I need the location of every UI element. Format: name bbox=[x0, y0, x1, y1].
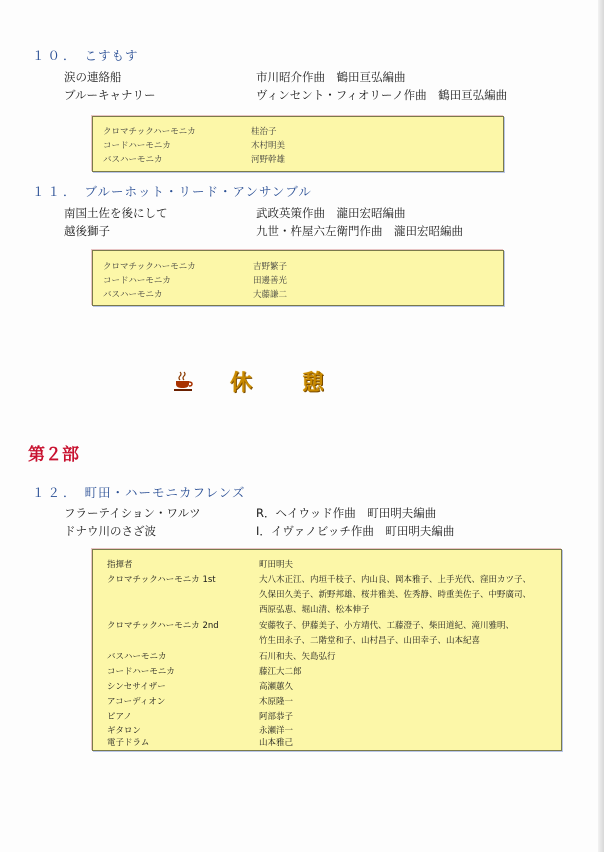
part-2-title: 第２部 bbox=[28, 445, 79, 465]
section-title: こすもす bbox=[84, 48, 139, 63]
coffee-cup-icon bbox=[172, 370, 194, 392]
member-names: 河野幹雄 bbox=[251, 155, 286, 165]
member-names: 久保田久美子、新野邦雄、桜井雅美、佐秀静、時重美佐子、中野廣司、 bbox=[259, 590, 532, 600]
member-part: バスハーモニカ bbox=[103, 290, 163, 300]
member-names: 桂治子 bbox=[251, 127, 277, 137]
member-part: コードハーモニカ bbox=[103, 276, 171, 286]
piece-credit: 市川昭介作曲 鶴田亘弘編曲 bbox=[256, 70, 406, 84]
member-names: 永瀬洋一 bbox=[259, 726, 294, 736]
member-part: コードハーモニカ bbox=[107, 667, 175, 677]
members-box bbox=[92, 549, 562, 751]
member-names: 安藤牧子、伊藤美子、小方靖代、工藤澄子、柴田道紀、滝川雅明、 bbox=[259, 621, 515, 631]
member-row bbox=[93, 274, 503, 288]
piece-credit: ヴィンセント・フィオリーノ作曲 鶴田亘弘編曲 bbox=[256, 88, 508, 102]
piece-credit: R．ヘイウッド作曲 町田明夫編曲 bbox=[256, 506, 437, 520]
section-number: １２． bbox=[32, 485, 79, 500]
member-part: ギタロン bbox=[107, 726, 141, 736]
member-part: アコーディオン bbox=[107, 697, 166, 707]
piece-title: ドナウ川のさざ波 bbox=[64, 524, 156, 538]
member-part: ピアノ bbox=[107, 712, 132, 722]
member-names: 吉野繁子 bbox=[253, 262, 288, 272]
member-part: クロマチックハーモニカ bbox=[103, 127, 196, 137]
member-names: 田邊善光 bbox=[253, 276, 288, 286]
page-edge-shadow bbox=[598, 0, 604, 852]
members-box bbox=[92, 116, 504, 172]
member-names: 山本雅己 bbox=[259, 738, 294, 748]
piece-title: 南国土佐を後にして bbox=[64, 206, 168, 220]
piece-credit: 九世・杵屋六左衛門作曲 瀧田宏昭編曲 bbox=[256, 224, 463, 238]
piece-credit: 武政英策作曲 瀧田宏昭編曲 bbox=[256, 206, 406, 220]
piece-credit: I．イヴァノビッチ作曲 町田明夫編曲 bbox=[256, 524, 455, 538]
member-row bbox=[93, 153, 503, 167]
member-names: 藤江大二郎 bbox=[259, 667, 302, 677]
section-title: 町田・ハーモニカフレンズ bbox=[84, 485, 246, 500]
member-part: バスハーモニカ bbox=[107, 652, 167, 662]
member-names: 大藤謙二 bbox=[253, 290, 288, 300]
member-names: 竹生田永子、二階堂和子、山村昌子、山田幸子、山本紀喜 bbox=[259, 636, 481, 646]
member-part: クロマチックハーモニカ bbox=[103, 262, 196, 272]
member-part: バスハーモニカ bbox=[103, 155, 163, 165]
intermission bbox=[172, 366, 342, 396]
member-names: 町田明夫 bbox=[259, 560, 294, 570]
member-row bbox=[93, 260, 503, 274]
section-10-heading bbox=[32, 46, 139, 64]
section-number: １０． bbox=[32, 48, 79, 63]
member-names: 阿部恭子 bbox=[259, 712, 294, 722]
piece-title: ブルーキャナリー bbox=[64, 88, 156, 102]
section-title: ブルーホット・リード・アンサンブル bbox=[84, 184, 312, 199]
section-11-heading bbox=[32, 182, 312, 200]
member-names: 高瀬蕙久 bbox=[259, 682, 294, 692]
member-names: 木村明美 bbox=[251, 141, 286, 151]
piece-title: 涙の連絡船 bbox=[64, 70, 122, 84]
section-12-heading bbox=[32, 483, 245, 501]
member-part: クロマチックハーモニカ 1st bbox=[107, 575, 216, 585]
member-part: 電子ドラム bbox=[107, 738, 150, 748]
intermission-char: 憩 bbox=[302, 371, 325, 396]
member-row bbox=[93, 139, 503, 153]
member-part: クロマチックハーモニカ 2nd bbox=[107, 621, 219, 631]
member-names: 大八木正江、内垣千枝子、内山良、岡本雅子、上手光代、窪田カツ子、 bbox=[259, 575, 532, 585]
member-names: 木原隆一 bbox=[259, 697, 294, 707]
piece-title: フラーテイション・ワルツ bbox=[64, 506, 201, 520]
member-part: コードハーモニカ bbox=[103, 141, 171, 151]
member-names: 石川和夫、矢島弘行 bbox=[259, 652, 336, 662]
members-box bbox=[92, 250, 504, 306]
member-row bbox=[93, 288, 503, 302]
member-names: 西原弘恵、堀山清、松本伸子 bbox=[259, 605, 370, 615]
member-row bbox=[93, 125, 503, 139]
piece-title: 越後獅子 bbox=[64, 224, 110, 238]
section-number: １１． bbox=[32, 184, 79, 199]
member-part: 指揮者 bbox=[107, 560, 133, 570]
intermission-char: 休 bbox=[230, 371, 253, 396]
member-part: シンセサイザー bbox=[107, 682, 166, 692]
